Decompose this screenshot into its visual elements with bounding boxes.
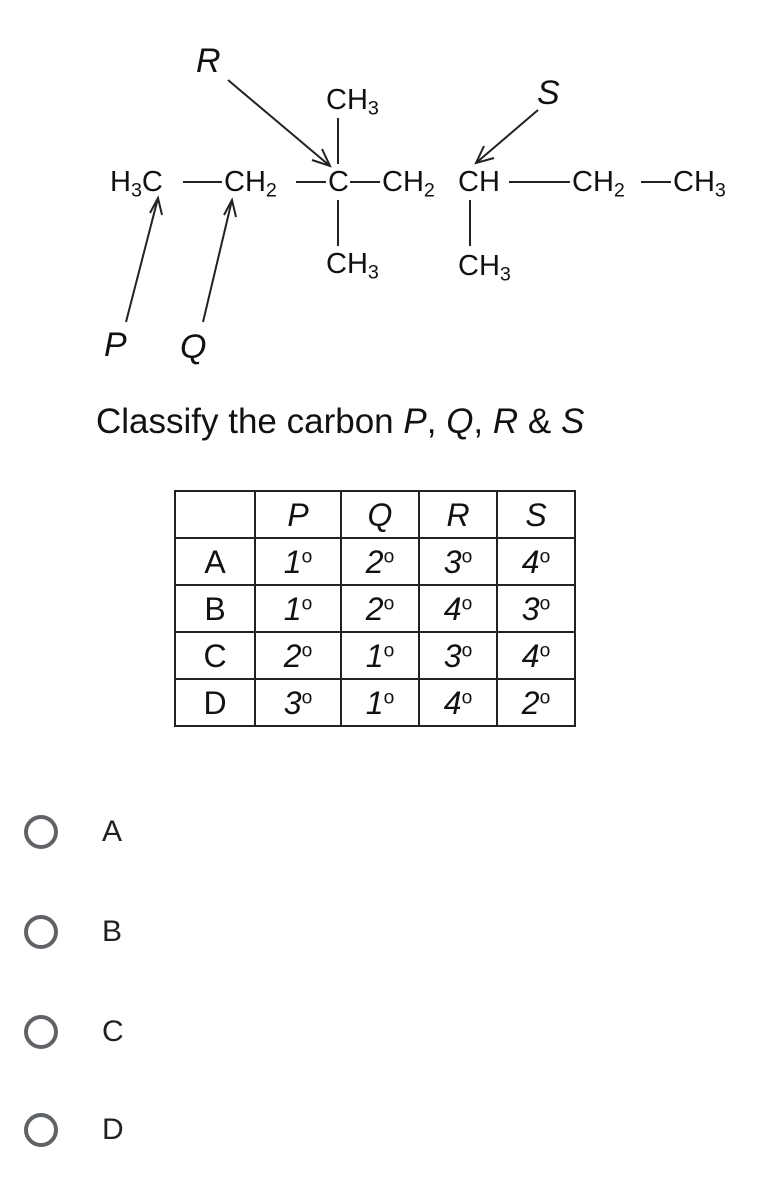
- option-d[interactable]: [24, 1090, 324, 1170]
- radio-circle-icon[interactable]: [24, 1113, 58, 1147]
- row-label: C: [175, 632, 255, 679]
- table-cell: 3$^o$: [419, 632, 497, 679]
- table-cell: 1$^o$: [255, 585, 341, 632]
- table-cell: 4$^o$: [419, 679, 497, 726]
- arrow-r: [228, 80, 330, 166]
- row-label: A: [175, 538, 255, 585]
- option-label: C: [102, 1015, 124, 1048]
- radio-circle-icon[interactable]: [24, 915, 58, 949]
- table-row: [175, 538, 575, 585]
- carbon-c4: $CH_2$: [382, 166, 435, 202]
- table-cell: 2$^o$: [341, 538, 419, 585]
- table-cell: 1$^o$: [255, 538, 341, 585]
- radio-circle-icon[interactable]: [24, 815, 58, 849]
- table-cell: 3$^o$: [419, 538, 497, 585]
- label-q: Q: [180, 328, 207, 366]
- row-label: B: [175, 585, 255, 632]
- methyl-top: $CH_3$: [326, 84, 379, 120]
- table-cell: 1$^o$: [341, 632, 419, 679]
- radio-circle-icon[interactable]: [24, 1015, 58, 1049]
- option-a[interactable]: [24, 792, 324, 872]
- table-cell: 3$^o$: [255, 679, 341, 726]
- table-cell: 1$^o$: [341, 679, 419, 726]
- table-header-cell: [175, 491, 255, 538]
- table-cell: 2$^o$: [497, 679, 575, 726]
- carbon-c3: C: [328, 166, 349, 198]
- arrow-s: [476, 110, 538, 163]
- option-label: B: [102, 915, 123, 948]
- option-label: A: [102, 815, 123, 848]
- table-header-row: [175, 491, 575, 538]
- table-row: [175, 679, 575, 726]
- option-label: D: [102, 1113, 124, 1146]
- carbon-c1: $H_3C$: [110, 166, 163, 202]
- label-p: P: [104, 326, 127, 364]
- carbon-c2: $CH_2$: [224, 166, 277, 202]
- table-cell: 4$^o$: [497, 538, 575, 585]
- carbon-c7: $CH_3$: [673, 166, 726, 202]
- methyl-bottom-right: $CH_3$: [458, 250, 511, 286]
- label-s: S: [537, 74, 560, 112]
- label-r: R: [196, 42, 221, 80]
- table-cell: 3$^o$: [497, 585, 575, 632]
- table-row: [175, 632, 575, 679]
- table-header-cell: R: [419, 491, 497, 538]
- question-text: Classify the carbon P, Q, R & S: [96, 402, 585, 441]
- table-header-cell: S: [497, 491, 575, 538]
- methyl-bottom-left: $CH_3$: [326, 248, 379, 284]
- table-row: [175, 585, 575, 632]
- table-cell: 2$^o$: [341, 585, 419, 632]
- table-cell: 4$^o$: [497, 632, 575, 679]
- option-c[interactable]: [24, 992, 324, 1072]
- answer-table: [174, 490, 576, 727]
- table-header-cell: Q: [341, 491, 419, 538]
- arrow-q: [203, 200, 232, 322]
- carbon-c6: $CH_2$: [572, 166, 625, 202]
- table-header-cell: P: [255, 491, 341, 538]
- row-label: D: [175, 679, 255, 726]
- option-b[interactable]: [24, 892, 324, 972]
- arrow-p: [126, 198, 158, 322]
- carbon-c5: CH: [458, 166, 500, 198]
- table-cell: 4$^o$: [419, 585, 497, 632]
- table-cell: 2$^o$: [255, 632, 341, 679]
